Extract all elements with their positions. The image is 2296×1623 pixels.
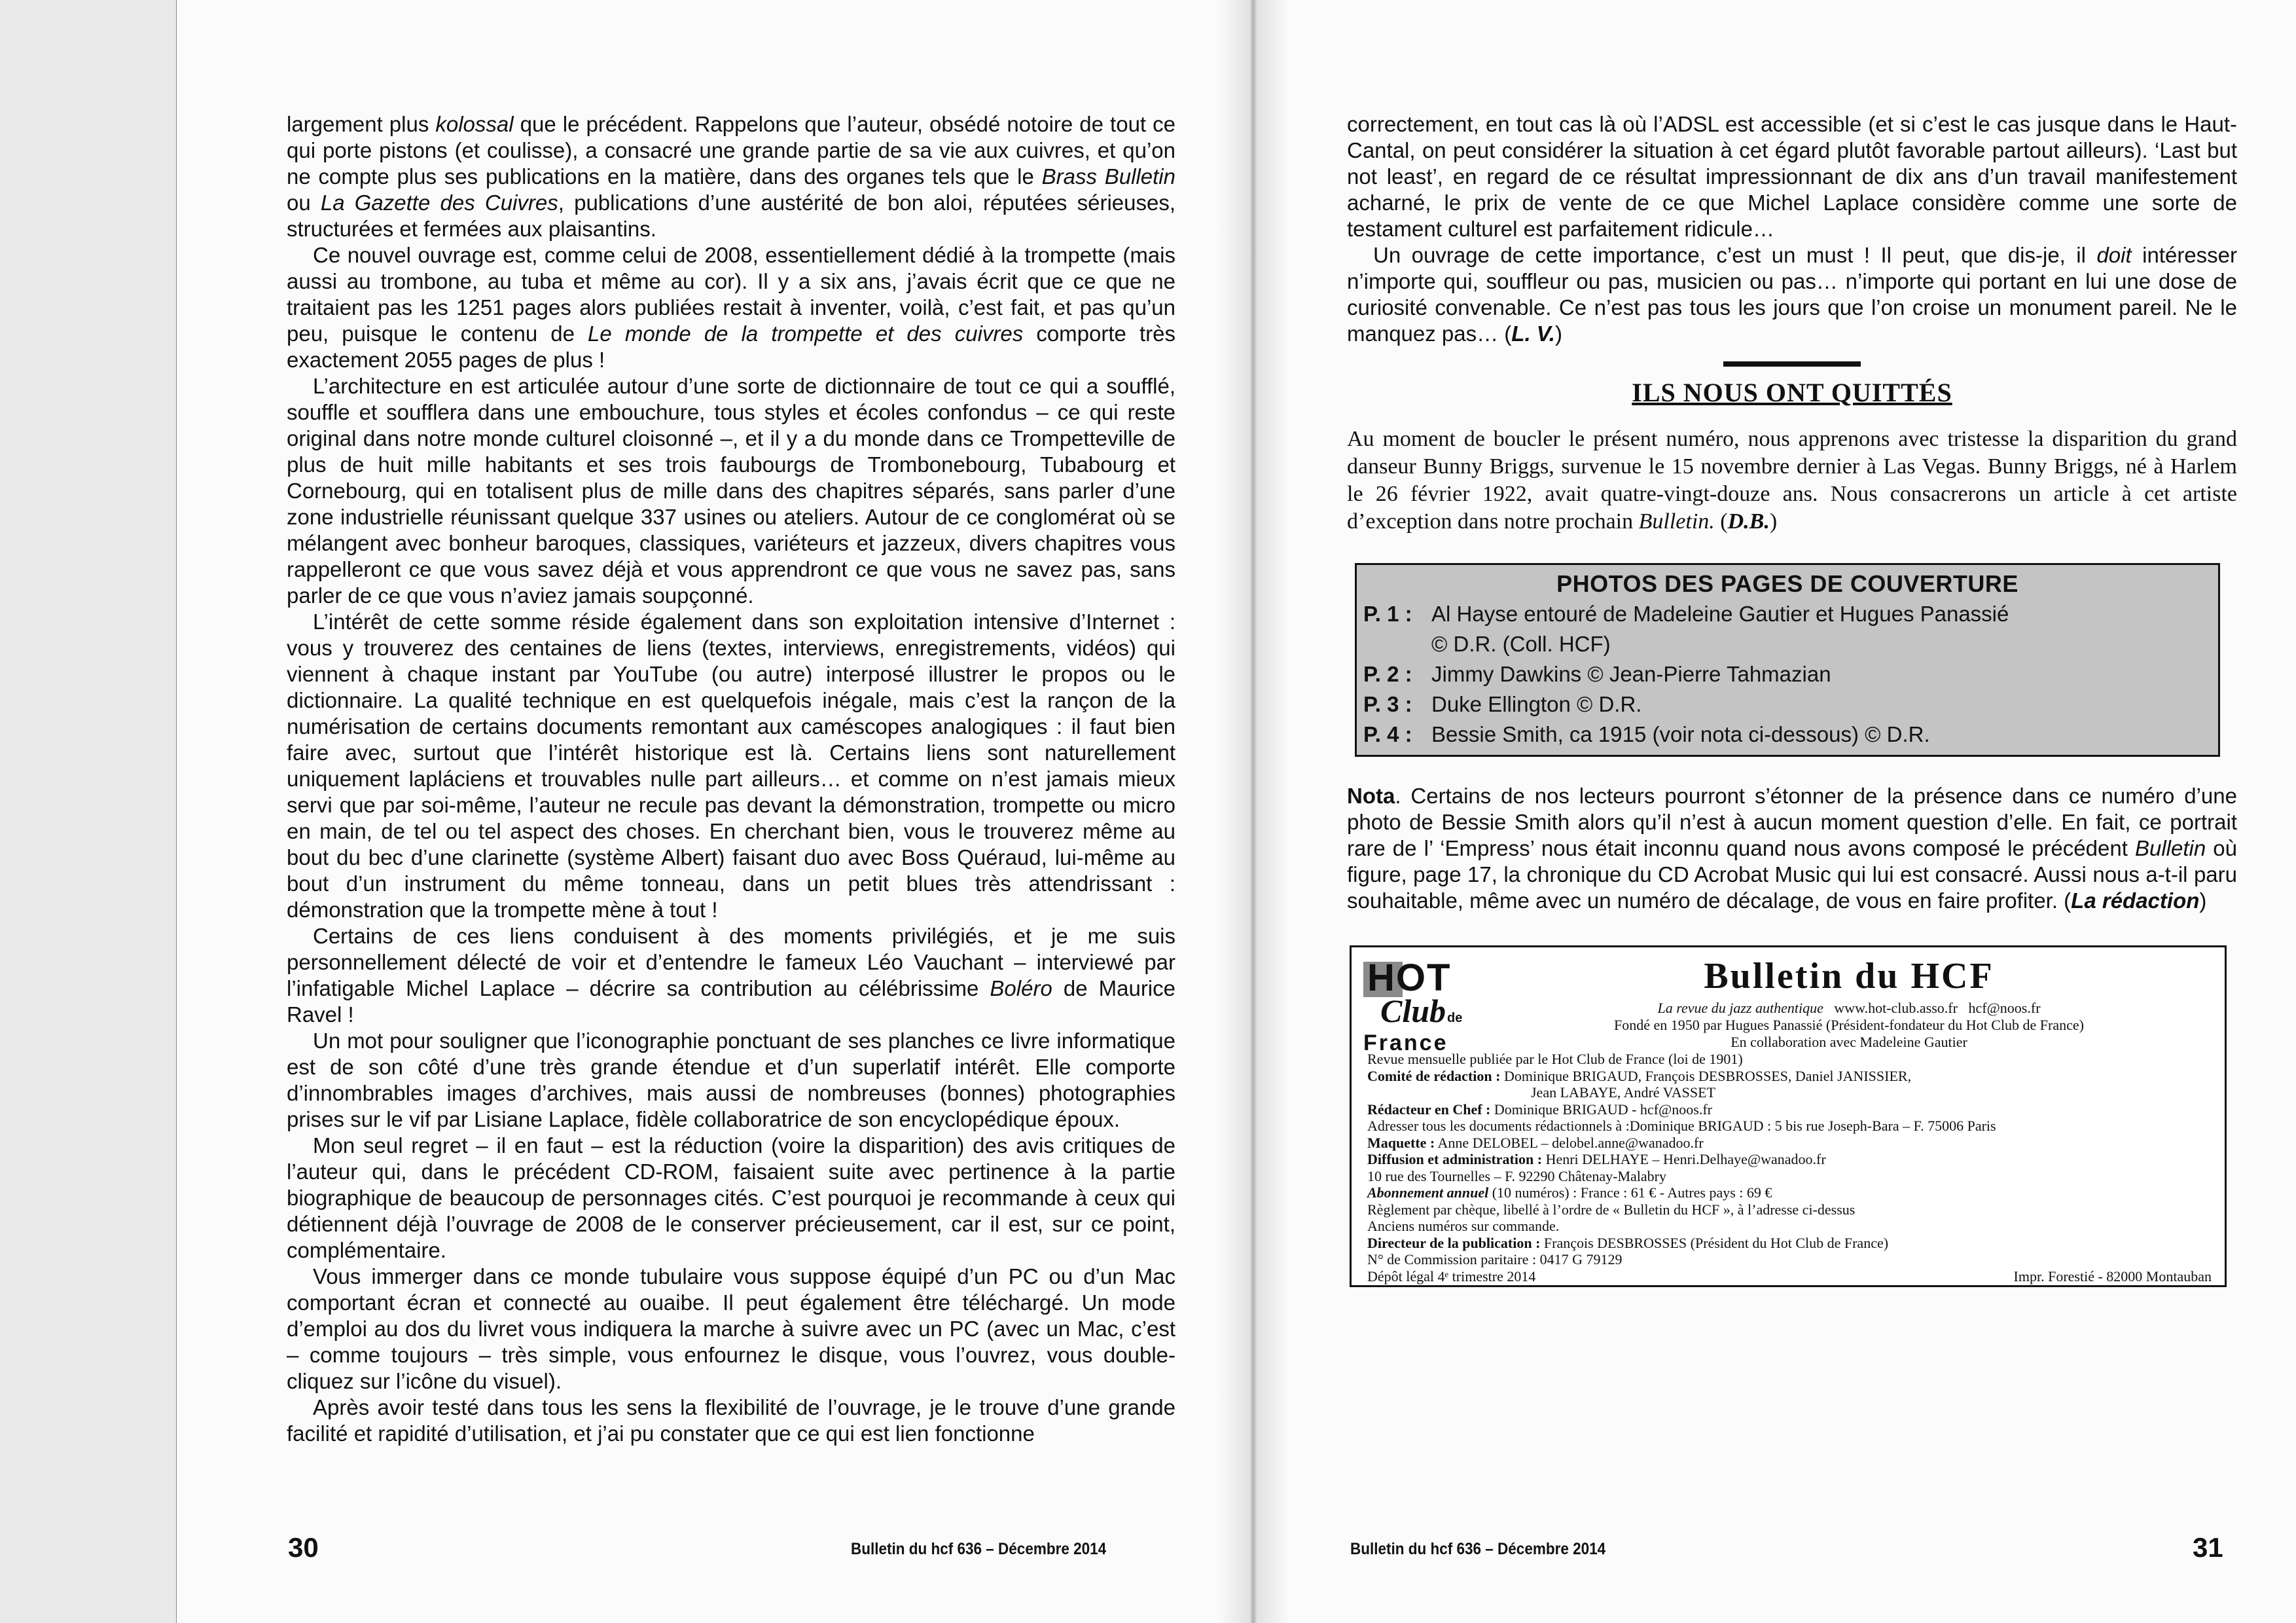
masthead-line-label: Abonnement annuel bbox=[1367, 1184, 1489, 1201]
masthead-line bbox=[1367, 1201, 2212, 1218]
text-segment: D.B. bbox=[1727, 509, 1770, 534]
cover-photo-caption: Bessie Smith, ca 1915 (voir nota ci-dessous) © D.R. bbox=[1431, 722, 1930, 746]
hcf-masthead-box bbox=[1350, 945, 2227, 1287]
left-article-column bbox=[287, 111, 1175, 1447]
masthead-line bbox=[1367, 1084, 2212, 1101]
text-segment: ou bbox=[287, 191, 321, 215]
cover-photo-caption: Al Hayse entouré de Madeleine Gautier et Hugues Panassié bbox=[1431, 602, 2009, 626]
cover-photo-caption: Duke Ellington © D.R. bbox=[1431, 692, 1642, 716]
masthead-last-line bbox=[1367, 1268, 2212, 1285]
masthead-line-text: Dominique BRIGAUD - hcf@noos.fr bbox=[1490, 1101, 1712, 1118]
text-segment: Un mot pour souligner que l’iconographie ponctuant de ses planches ce livre informatique est de son côté d’une très grande étendue et d’un superlatif intérêt. Elle comporte d’innombrables images d’archives, mais aussi de nombreuses (bonnes) photographies prises sur le vif par Lisiane Laplace, fidèle collaboratrice de son encyclopédique époux. bbox=[287, 1029, 1175, 1131]
text-segment: Boléro bbox=[990, 976, 1052, 1000]
left-footer-text: Bulletin du hcf 636 – Décembre 2014 bbox=[851, 1540, 1107, 1558]
article-paragraph bbox=[287, 373, 1175, 609]
article-paragraph bbox=[287, 1028, 1175, 1133]
text-segment: Bulletin bbox=[2134, 836, 2206, 860]
cover-photo-row bbox=[1357, 659, 2218, 689]
text-segment: intéresser n’importe qui, souffleur ou pas, musicien ou pas… n’importe qui portant en lui une dose de curiosité convenable. Ce n’est pas tous les jours que l’on croise un monument pareil. Ne le manquez pas… ( bbox=[1347, 243, 2238, 346]
nota-label: Nota bbox=[1347, 784, 1395, 808]
cover-photos-box bbox=[1355, 563, 2220, 757]
cover-photo-row bbox=[1357, 689, 2218, 720]
left-page-number: 30 bbox=[288, 1532, 319, 1563]
masthead-line bbox=[1367, 1068, 2212, 1085]
masthead-tagline-line bbox=[1509, 1000, 2189, 1017]
masthead-line-text: François DESBROSSES (Président du Hot Club de France) bbox=[1540, 1234, 1889, 1251]
text-segment: Le monde de la trompette et des cuivres bbox=[588, 321, 1024, 346]
text-segment: Vous immerger dans ce monde tubulaire vous suppose équipé d’un PC ou d’un Mac comportant écran et connecté au ouaibe. Il peut également être téléchargé. Un mode d’emploi au dos du livret vous indiquera la marche à suivre avec un PC (avec un Mac, c’est – comme toujours – très simple, vous enfournez le disque, vous l’ouvrez, vous double-cliquez sur l’icône du visuel). bbox=[287, 1264, 1175, 1393]
masthead-line bbox=[1367, 1151, 2212, 1168]
printer: Impr. Forestié - 82000 Montauban bbox=[2013, 1267, 2212, 1285]
text-segment: ) bbox=[1769, 509, 1778, 534]
article-paragraph bbox=[287, 923, 1175, 1028]
text-segment: L’architecture en est articulée autour d’une sorte de dictionnaire de tout ce qui a soufflé, souffle et soufflera dans une embouchure, tous styles et écoles confondus – ce qui reste original dans notre monde culturel cloisonné –, et il y a du monde dans ce Trompetteville de plus de huit mille habitants et ses trois faubourgs de Trombonebourg, Tubabourg et Cornebourg, qui en totalisent plus de mille dans des chapitres séparés, sans parler d’une zone industrielle réunissant quelque 337 usines ou ateliers. Autour de ce conglomérat où se mélangent avec bonheur baroques, classiques, variéteurs et jazzeux, divers chapitres vous rappelleront ce que vous savez déjà et vous apprendront ce que vous ne savez pas, sans parler de ce que vous n’aviez jamais soupçonné. bbox=[287, 374, 1175, 608]
text-segment: ( bbox=[1714, 509, 1728, 534]
masthead-details bbox=[1367, 1051, 2212, 1285]
masthead-lines bbox=[1367, 1051, 2212, 1268]
masthead-title: Bulletin du HCF bbox=[1704, 956, 1994, 996]
section-title: ILS NOUS ONT QUITTÉS bbox=[1632, 378, 1952, 407]
cover-photos-list bbox=[1357, 599, 2218, 750]
text-segment: ) bbox=[2199, 888, 2207, 913]
masthead-line bbox=[1367, 1184, 2212, 1201]
masthead-line bbox=[1367, 1101, 2212, 1118]
masthead-line-text: 10 rue des Tournelles – F. 92290 Châtenay-Malabry bbox=[1367, 1167, 1666, 1184]
text-segment: ) bbox=[1554, 321, 1562, 346]
right-article-column bbox=[1347, 111, 2237, 1287]
masthead-line-text: Adresser tous les documents rédactionnels à :Dominique BRIGAUD : 5 bis rue Joseph-Bara – F. 75006 Paris bbox=[1367, 1118, 1996, 1134]
masthead-line bbox=[1367, 1168, 2212, 1185]
masthead-line-text: Revue mensuelle publiée par le Hot Club de France (loi de 1901) bbox=[1367, 1051, 1743, 1067]
masthead-line bbox=[1367, 1118, 2212, 1135]
right-page-number: 31 bbox=[2193, 1532, 2223, 1563]
text-segment: L’intérêt de cette somme réside également dans son exploitation intensive d’Internet : vous y trouverez des centaines de liens (textes, interviews, enregistrements, vidéos) qui viennent à chaque instant par YouTube (ou autre) interposé illustrer le propos ou le dictionnaire. La qualité technique en est quelquefois inégale, mais c’est la rançon de la numérisation de certains documents remontant aux caméscopes analogiques : il faut bien faire avec, surtout que l’intérêt historique est là. Certains liens sont naturellement uniquement lapláciens et trouvables nulle part ailleurs… et comme on n’est jamais mieux servi que par soi-même, l’auteur ne recule pas devant la démonstration, trompette ou micro en main, de tel ou tel aspect des choses. En cherchant bien, vous le trouverez même au bout du bec d’une clarinette (système Albert) faisant duo avec Boss Quéraud, lui-même au bout d’un instrument du même tonneau, dans un petit blues très attendrissant : démonstration que la trompette mène à tout ! bbox=[287, 610, 1175, 922]
cover-photo-page-number: P. 2 : bbox=[1363, 662, 1412, 686]
cover-photo-caption: Jimmy Dawkins © Jean-Pierre Tahmazian bbox=[1431, 662, 1831, 686]
cover-photos-title: PHOTOS DES PAGES DE COUVERTURE bbox=[1556, 570, 2018, 597]
masthead-line-text: Dominique BRIGAUD, François DESBROSSES, Daniel JANISSIER, bbox=[1500, 1067, 1912, 1084]
masthead-line-text: N° de Commission paritaire : 0417 G 79129 bbox=[1367, 1251, 1623, 1267]
article-end-paragraphs bbox=[1347, 111, 2237, 347]
cover-photo-credit: © D.R. (Coll. HCF) bbox=[1431, 632, 1611, 656]
text-segment: kolossal bbox=[435, 112, 514, 136]
masthead-line-text: Règlement par chèque, libellé à l’ordre de « Bulletin du HCF », à l’adresse ci-dessus bbox=[1367, 1201, 1856, 1218]
nota-paragraph bbox=[1347, 783, 2237, 914]
masthead-web: www.hot-club.asso.fr bbox=[1834, 1000, 1958, 1016]
text-segment: La Gazette des Cuivres bbox=[320, 191, 558, 215]
masthead-email: hcf@noos.fr bbox=[1968, 1000, 2041, 1016]
logo-hot: HOT bbox=[1367, 957, 1452, 999]
article-paragraph bbox=[287, 111, 1175, 242]
masthead-line bbox=[1367, 1235, 2212, 1252]
text-segment: Certains de ces liens conduisent à des moments privilégiés, et je me suis personnellement délecté de voir et d’entendre le fameux Léo Vauchant – interviewé par l’infatigable Michel Laplace – décrire sa contribution au célébrissime bbox=[287, 924, 1175, 1000]
cover-photo-page-number: P. 3 : bbox=[1363, 692, 1412, 716]
cover-photo-row bbox=[1357, 720, 2218, 750]
text-segment: . Certains de nos lecteurs pourront s’étonner de la présence dans ce numéro d’une photo de Bessie Smith alors qu’il n’est à aucun moment question d’elle. En fait, ce portrait rare de l’ ‘Empress’ nous était inconnu quand nous avons composé le précédent bbox=[1347, 784, 2237, 860]
text-segment: Au moment de boucler le présent numéro, nous apprenons avec tristesse la disparition du grand danseur Bunny Briggs, survenue le 15 novembre dernier à Las Vegas. Bunny Briggs, né à Harlem le 26 février 1922, avait quatre-vingt-douze ans. Nous consacrerons un article à cet artiste d’exception dans notre prochain bbox=[1347, 427, 2237, 534]
masthead-line-text: Anciens numéros sur commande. bbox=[1367, 1218, 1560, 1234]
text-segment: , publications d’une austérité de bon aloi, réputées sérieuses, structurées et fermées aux plaisantins. bbox=[287, 191, 1176, 241]
masthead-collab: En collaboration avec Madeleine Gautier bbox=[1731, 1034, 1967, 1050]
article-paragraph bbox=[287, 609, 1175, 923]
cover-photo-row bbox=[1357, 599, 2218, 629]
obituary-paragraph bbox=[1347, 426, 2237, 536]
text-segment: comporte très exactement 2055 pages de plus ! bbox=[287, 321, 1175, 372]
text-segment: que le précédent. Rappelons que l’auteur, obsédé notoire de tout ce qui porte pistons (et coulisse), a consacré une grande partie de sa vie aux cuivres, et qu’on ne compte plus ses publications en la matière, dans des organes tels que le bbox=[287, 112, 1175, 189]
text-segment: Bulletin. bbox=[1638, 509, 1715, 534]
article-paragraph bbox=[1347, 242, 2237, 347]
logo-de: de bbox=[1447, 1011, 1463, 1025]
article-paragraph bbox=[287, 1264, 1175, 1395]
article-paragraph bbox=[287, 1133, 1175, 1264]
masthead-line-label: Directeur de la publication : bbox=[1367, 1234, 1541, 1251]
masthead-line-label: Maquette : bbox=[1367, 1134, 1435, 1151]
page-gutter bbox=[1217, 0, 1289, 1623]
text-segment: doit bbox=[2096, 243, 2132, 267]
cover-photo-page-number: P. 1 : bbox=[1363, 602, 1412, 626]
text-segment: largement plus bbox=[287, 112, 436, 136]
article-paragraph bbox=[287, 242, 1175, 373]
text-segment: Un ouvrage de cette importance, c’est un must ! Il peut, que dis-je, il bbox=[1373, 243, 2097, 267]
right-page bbox=[1244, 0, 2296, 1623]
masthead-subtitle bbox=[1509, 1000, 2189, 1051]
right-footer-text: Bulletin du hcf 636 – Décembre 2014 bbox=[1350, 1540, 1606, 1558]
masthead-line-label: Comité de rédaction : bbox=[1367, 1067, 1501, 1084]
text-segment: La rédaction bbox=[2071, 888, 2200, 913]
masthead-line-text: (10 numéros) : France : 61 € - Autres pays : 69 € bbox=[1488, 1184, 1772, 1201]
masthead-line-label: Diffusion et administration : bbox=[1367, 1151, 1543, 1167]
cover-photo-page-number: P. 4 : bbox=[1363, 722, 1412, 746]
section-divider bbox=[1723, 361, 1861, 367]
text-segment: correctement, en tout cas là où l’ADSL est accessible (et si c’est le cas jusque dans le Haut-Cantal, on peut considérer la situation à cet égard plutôt favorable partout ailleurs). ‘Last but not least’, en regard de ce résultat impressionnant de dix ans d’un travail manifestement acharné, le prix de vente de ce que Michel Laplace considère comme une sorte de testament culturel est parfaitement ridicule… bbox=[1347, 112, 2237, 241]
text-segment: Mon seul regret – il en faut – est la réduction (voire la disparition) des avis critiques de l’auteur qui, dans le précédent CD-ROM, faisaient suite avec pertinence à la partie biographique de beaucoup de personnages cités. C’est pourquoi je recommande à ceux qui détiennent déjà l’ouvrage de 2008 de le conserver précieusement, car il est, sur ce point, complémentaire. bbox=[287, 1133, 1175, 1262]
scan-edge bbox=[0, 0, 190, 1623]
text-segment: Après avoir testé dans tous les sens la flexibilité de l’ouvrage, je le trouve d’une grande facilité et rapidité d’utilisation, et j’ai pu constater que ce qui est lien fonctionne bbox=[287, 1395, 1175, 1446]
logo-club: Club bbox=[1380, 993, 1446, 1029]
masthead-tagline: La revue du jazz authentique bbox=[1657, 1000, 1823, 1016]
text-segment: de Maurice Ravel ! bbox=[287, 976, 1175, 1027]
masthead-line-text: Henri DELHAYE – Henri.Delhaye@wanadoo.fr bbox=[1542, 1151, 1826, 1167]
masthead-line-text: Anne DELOBEL – delobel.anne@wanadoo.fr bbox=[1435, 1134, 1704, 1151]
text-segment: Ce nouvel ouvrage est, comme celui de 2008, essentiellement dédié à la trompette (mais aussi au trombone, au tuba et même au cor). Il y a six ans, j’avais écrit que ce que ne traitaient pas les 1251 pages alors publiées restait à inventer, voilà, c’est fait, et pas qu’un peu, puisque le contenu de bbox=[287, 243, 1175, 346]
masthead-line bbox=[1367, 1135, 2212, 1152]
masthead-line-label: Rédacteur en Chef : bbox=[1367, 1101, 1491, 1118]
article-paragraph bbox=[1347, 111, 2237, 242]
masthead-line bbox=[1367, 1251, 2212, 1268]
hot-club-de-france-logo bbox=[1363, 959, 1479, 1057]
masthead-line bbox=[1367, 1218, 2212, 1235]
text-segment: L. V. bbox=[1511, 321, 1555, 346]
text-segment: Brass Bulletin bbox=[1041, 164, 1175, 189]
masthead-founded: Fondé en 1950 par Hugues Panassié (Président-fondateur du Hot Club de France) bbox=[1614, 1017, 2084, 1033]
left-page bbox=[177, 0, 1250, 1623]
masthead-line-text: Jean LABAYE, André VASSET bbox=[1531, 1084, 1715, 1101]
masthead-line bbox=[1367, 1051, 2212, 1068]
depot-legal: Dépôt légal 4ᵉ trimestre 2014 bbox=[1367, 1267, 1536, 1285]
text-segment: où figure, page 17, la chronique du CD Acrobat Music qui lui est consacré. Aussi nous a-t-il paru souhaitable, même avec un numéro de décalage, de vous en faire profiter. ( bbox=[1347, 836, 2238, 913]
article-paragraph bbox=[287, 1395, 1175, 1447]
logo-france: France bbox=[1363, 1030, 1448, 1055]
